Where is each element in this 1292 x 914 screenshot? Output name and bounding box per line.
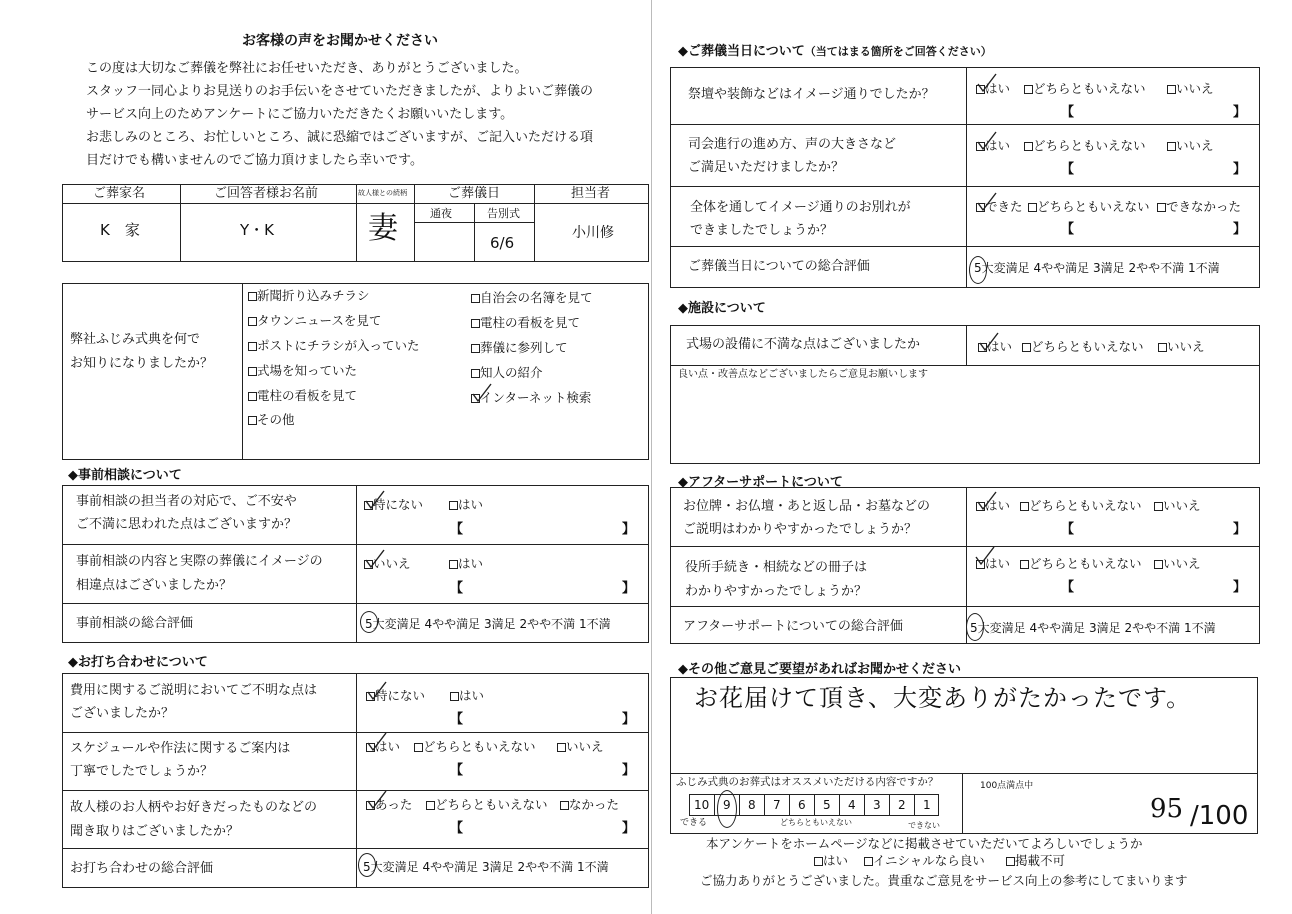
meeting-q1-line2: ございましたか？	[70, 706, 175, 721]
after-rating-label: アフターサポートについての総合評価	[683, 619, 903, 634]
meeting-q2-line2: 丁寧でしたでしょうか？	[70, 764, 214, 779]
day-q3-line1: 全体を通してイメージ通りのお別れが	[690, 200, 911, 215]
day-q2-opt-neutral[interactable]: どちらともいえない	[1024, 140, 1146, 153]
day-q2-line1: 司会進行の進め方、声の大きさなど	[688, 137, 897, 152]
check-mark-icon	[978, 331, 1000, 353]
facility-q1-opt-no[interactable]: いいえ	[1158, 341, 1205, 354]
source-opt-pole-sign-1[interactable]: 電柱の看板を見て	[248, 390, 357, 403]
bracket-open: 【	[1061, 105, 1075, 120]
source-opt-flyer[interactable]: 新聞折り込みチラシ	[248, 290, 370, 303]
meeting-q2-opt-yes[interactable]: はい	[366, 741, 400, 754]
scale-9[interactable]: 9	[723, 798, 731, 812]
prior-header: ◆事前相談について	[68, 468, 182, 483]
respondent-label: ご回答者様お名前	[214, 186, 319, 201]
scale-circle-mark	[717, 790, 737, 828]
source-question-2: お知りになりましたか？	[70, 356, 214, 371]
bracket-close: 】	[1233, 222, 1247, 237]
day-rating-scale: 5大変満足 4やや満足 3満足 2やや不満 1不満	[974, 261, 1220, 275]
check-mark-icon	[366, 680, 388, 702]
prior-rating-label: 事前相談の総合評価	[76, 616, 194, 631]
bracket-open: 【	[1061, 222, 1075, 237]
score-label: 100点満点中	[980, 781, 1034, 791]
intro-line-5: 目だけでも構いませんのでご協力頂けましたら幸いです。	[86, 153, 423, 168]
prior-q2-line2: 相違点はございましたか？	[76, 578, 233, 593]
after-q1-opt-no[interactable]: いいえ	[1154, 500, 1201, 513]
survey-title: お客様の声をお聞かせください	[242, 33, 438, 49]
scale-3[interactable]: 3	[873, 798, 881, 812]
source-opt-hall[interactable]: 式場を知っていた	[248, 365, 357, 378]
meeting-q3-line2: 聞き取りはございましたか？	[70, 824, 240, 839]
prior-q1-line2: ご不満に思われた点はございますか？	[76, 517, 298, 532]
intro-line-2: スタッフ一同心よりお見送りのお手伝いをさせていただきましたが、よりよいご葬儀の	[86, 84, 594, 99]
day-q1-opt-yes[interactable]: はい	[976, 83, 1010, 96]
bracket-close: 】	[622, 522, 636, 537]
scale-8[interactable]: 8	[748, 798, 756, 812]
other-header: ◆その他ご意見ご要望があればお聞かせください	[678, 662, 961, 677]
scale-6[interactable]: 6	[798, 798, 806, 812]
bracket-close: 】	[1233, 162, 1247, 177]
check-mark-icon	[976, 191, 998, 213]
meeting-q2-opt-no[interactable]: いいえ	[557, 741, 604, 754]
rating-circle-mark	[966, 613, 984, 641]
source-opt-attended[interactable]: 葬儀に参列して	[471, 342, 568, 355]
facility-q1-opt-yes[interactable]: はい	[978, 341, 1012, 354]
day-q1-opt-no[interactable]: いいえ	[1167, 83, 1214, 96]
scale-7[interactable]: 7	[773, 798, 781, 812]
source-question-1: 弊社ふじみ式典を何で	[70, 332, 201, 347]
facility-comment-label: 良い点・改善点などございましたらご意見お願いします	[678, 369, 928, 380]
meeting-q1-opt-yes[interactable]: はい	[450, 690, 484, 703]
after-q2-opt-no[interactable]: いいえ	[1154, 558, 1201, 571]
meeting-q3-opt-yes[interactable]: あった	[366, 799, 412, 812]
meeting-q3-opt-no[interactable]: なかった	[560, 799, 619, 812]
meeting-rating-scale: 5大変満足 4やや満足 3満足 2やや不満 1不満	[363, 860, 609, 874]
funeral-date-value: 6/6	[490, 234, 515, 252]
scale-10[interactable]: 10	[694, 798, 710, 812]
after-q2-line2: わかりやすかったでしょうか？	[685, 584, 868, 599]
after-q1-line2: ご説明はわかりやすかったでしょうか？	[683, 522, 918, 537]
bracket-open: 【	[450, 821, 464, 836]
meeting-q3-opt-neutral[interactable]: どちらともいえない	[426, 799, 548, 812]
bracket-open: 【	[1061, 522, 1075, 537]
bracket-open: 【	[450, 522, 464, 537]
meeting-q3-line1: 故人様のお人柄やお好きだったものなどの	[70, 800, 318, 815]
after-q1-opt-neutral[interactable]: どちらともいえない	[1020, 500, 1142, 513]
facility-q1-opt-neutral[interactable]: どちらともいえない	[1022, 341, 1144, 354]
after-q2-opt-yes[interactable]: はい	[976, 558, 1010, 571]
source-opt-town-news[interactable]: タウンニュースを見て	[248, 315, 381, 328]
check-mark-icon	[471, 382, 493, 404]
scale-right-label: できない	[908, 821, 940, 830]
family-name-value: K 家	[100, 221, 140, 239]
relation-value: 妻	[368, 211, 398, 246]
meeting-q1-opt-none[interactable]: 特にない	[366, 690, 425, 703]
respondent-value: Y・K	[240, 221, 274, 239]
page-fold	[651, 0, 652, 914]
after-q2-opt-neutral[interactable]: どちらともいえない	[1020, 558, 1142, 571]
bracket-close: 】	[622, 821, 636, 836]
after-q1-line1: お位牌・お仏壇・あと返し品・お墓などの	[683, 499, 931, 514]
score-max: /100	[1190, 801, 1249, 831]
family-name-label: ご葬家名	[93, 186, 146, 201]
prior-rating-scale: 5大変満足 4やや満足 3満足 2やや不満 1不満	[365, 617, 611, 631]
check-mark-icon	[366, 731, 388, 753]
meeting-rating-label: お打ち合わせの総合評価	[70, 861, 214, 876]
rating-circle-mark	[360, 611, 378, 633]
staff-label: 担当者	[571, 186, 611, 201]
day-q3-opt-done[interactable]: できた	[976, 201, 1023, 214]
prior-q1-opt-none[interactable]: 特にない	[364, 499, 423, 512]
after-rating-scale: 5大変満足 4やや満足 3満足 2やや不満 1不満	[970, 621, 1216, 635]
day-header: ◆ご葬儀当日について（当てはまる箇所をご回答ください）	[678, 44, 992, 59]
bracket-close: 】	[1233, 105, 1247, 120]
intro-line-1: この度は大切なご葬儀を弊社にお任せいただき、ありがとうございました。	[86, 61, 528, 76]
day-q3-line2: できましたでしょうか？	[690, 223, 834, 238]
day-q3-opt-neutral[interactable]: どちらともいえない	[1028, 201, 1150, 214]
prior-q2-line1: 事前相談の内容と実際の葬儀にイメージの	[76, 554, 323, 569]
check-mark-icon	[366, 789, 388, 811]
publish-opt-initials[interactable]: イニシャルなら良い	[864, 855, 985, 868]
bracket-open: 【	[450, 712, 464, 727]
publish-opt-yes[interactable]: はい	[814, 855, 848, 868]
prior-q1-line1: 事前相談の担当者の対応で、ご不安や	[76, 494, 297, 509]
after-q1-opt-yes[interactable]: はい	[976, 500, 1010, 513]
after-q2-line1: 役所手続き・相続などの冊子は	[685, 560, 868, 575]
publish-opt-no[interactable]: 掲載不可	[1006, 855, 1065, 868]
bracket-close: 】	[1233, 522, 1247, 537]
check-mark-icon	[364, 548, 386, 570]
source-opt-council[interactable]: 自治会の名簿を見て	[471, 292, 593, 305]
source-opt-other[interactable]: その他	[248, 414, 295, 427]
facility-header: ◆施設について	[678, 301, 766, 316]
day-q2-opt-no[interactable]: いいえ	[1167, 140, 1214, 153]
bracket-close: 】	[1233, 580, 1247, 595]
day-q1-opt-neutral[interactable]: どちらともいえない	[1024, 83, 1146, 96]
wake-label: 通夜	[430, 207, 452, 220]
recommend-question: ふじみ式典のお葬式はオススメいただける内容ですか？	[676, 776, 939, 788]
staff-value: 小川修	[572, 225, 614, 241]
source-opt-post-flyer[interactable]: ポストにチラシが入っていた	[248, 340, 420, 353]
facility-q1: 式場の設備に不満な点はございましたか	[686, 337, 921, 352]
check-mark-icon	[976, 72, 998, 94]
publish-question: 本アンケートをホームページなどに掲載させていただいてよろしいでしょうか	[706, 836, 1143, 851]
thanks-message: ご協力ありがとうございました。貴重なご意見をサービス向上の参考にしてまいります	[700, 873, 1188, 888]
prior-q2-opt-no[interactable]: いいえ	[364, 558, 411, 571]
scale-2[interactable]: 2	[898, 798, 906, 812]
check-mark-icon	[364, 489, 386, 511]
day-q1: 祭壇や装飾などはイメージ通りでしたか？	[688, 87, 935, 102]
after-header: ◆アフターサポートについて	[678, 475, 843, 490]
check-mark-icon	[976, 130, 998, 152]
day-q2-line2: ご満足いただけましたか？	[688, 160, 845, 175]
bracket-open: 【	[450, 581, 464, 596]
score-value: 95	[1150, 794, 1184, 824]
intro-line-4: お悲しみのところ、お忙しいところ、誠に恐縮ではございますが、ご記入いただける項	[86, 130, 594, 145]
handwritten-comment: お花届けて頂き、大変ありがたかったです。	[694, 684, 1192, 712]
day-q2-opt-yes[interactable]: はい	[976, 140, 1010, 153]
source-opt-pole-sign-2[interactable]: 電柱の看板を見て	[471, 317, 580, 330]
bracket-open: 【	[1061, 580, 1075, 595]
scale-mid-label: どちらともいえない	[780, 818, 852, 827]
relation-label: 故人様との続柄	[358, 189, 407, 197]
scale-5[interactable]: 5	[823, 798, 831, 812]
meeting-q2-opt-neutral[interactable]: どちらともいえない	[414, 741, 536, 754]
funeral-date-label: ご葬儀日	[448, 186, 501, 201]
day-q3-opt-not-done[interactable]: できなかった	[1157, 201, 1241, 214]
day-rating-label: ご葬儀当日についての総合評価	[688, 259, 870, 274]
bracket-open: 【	[1061, 162, 1075, 177]
check-mark-icon	[974, 545, 996, 567]
bracket-open: 【	[450, 763, 464, 778]
rating-circle-mark	[358, 853, 376, 877]
scale-4[interactable]: 4	[848, 798, 856, 812]
prior-q1-opt-yes[interactable]: はい	[449, 499, 483, 512]
source-opt-referral[interactable]: 知人の紹介	[471, 367, 543, 380]
intro-line-3: サービス向上のためアンケートにご協力いただきたくお願いいたします。	[86, 107, 514, 122]
bracket-close: 】	[622, 763, 636, 778]
meeting-q2-line1: スケジュールや作法に関するご案内は	[70, 741, 291, 756]
meeting-header: ◆お打ち合わせについて	[68, 655, 208, 670]
funeral-label: 告別式	[487, 207, 520, 220]
check-mark-icon	[976, 490, 998, 512]
rating-circle-mark	[969, 256, 987, 284]
bracket-close: 】	[622, 581, 636, 596]
meeting-q1-line1: 費用に関するご説明においてご不明な点は	[70, 683, 318, 698]
scale-1[interactable]: 1	[923, 798, 931, 812]
prior-q2-opt-yes[interactable]: はい	[449, 558, 483, 571]
source-opt-internet[interactable]: インターネット検索	[471, 392, 591, 405]
bracket-close: 】	[622, 712, 636, 727]
scale-left-label: できる	[680, 818, 708, 828]
